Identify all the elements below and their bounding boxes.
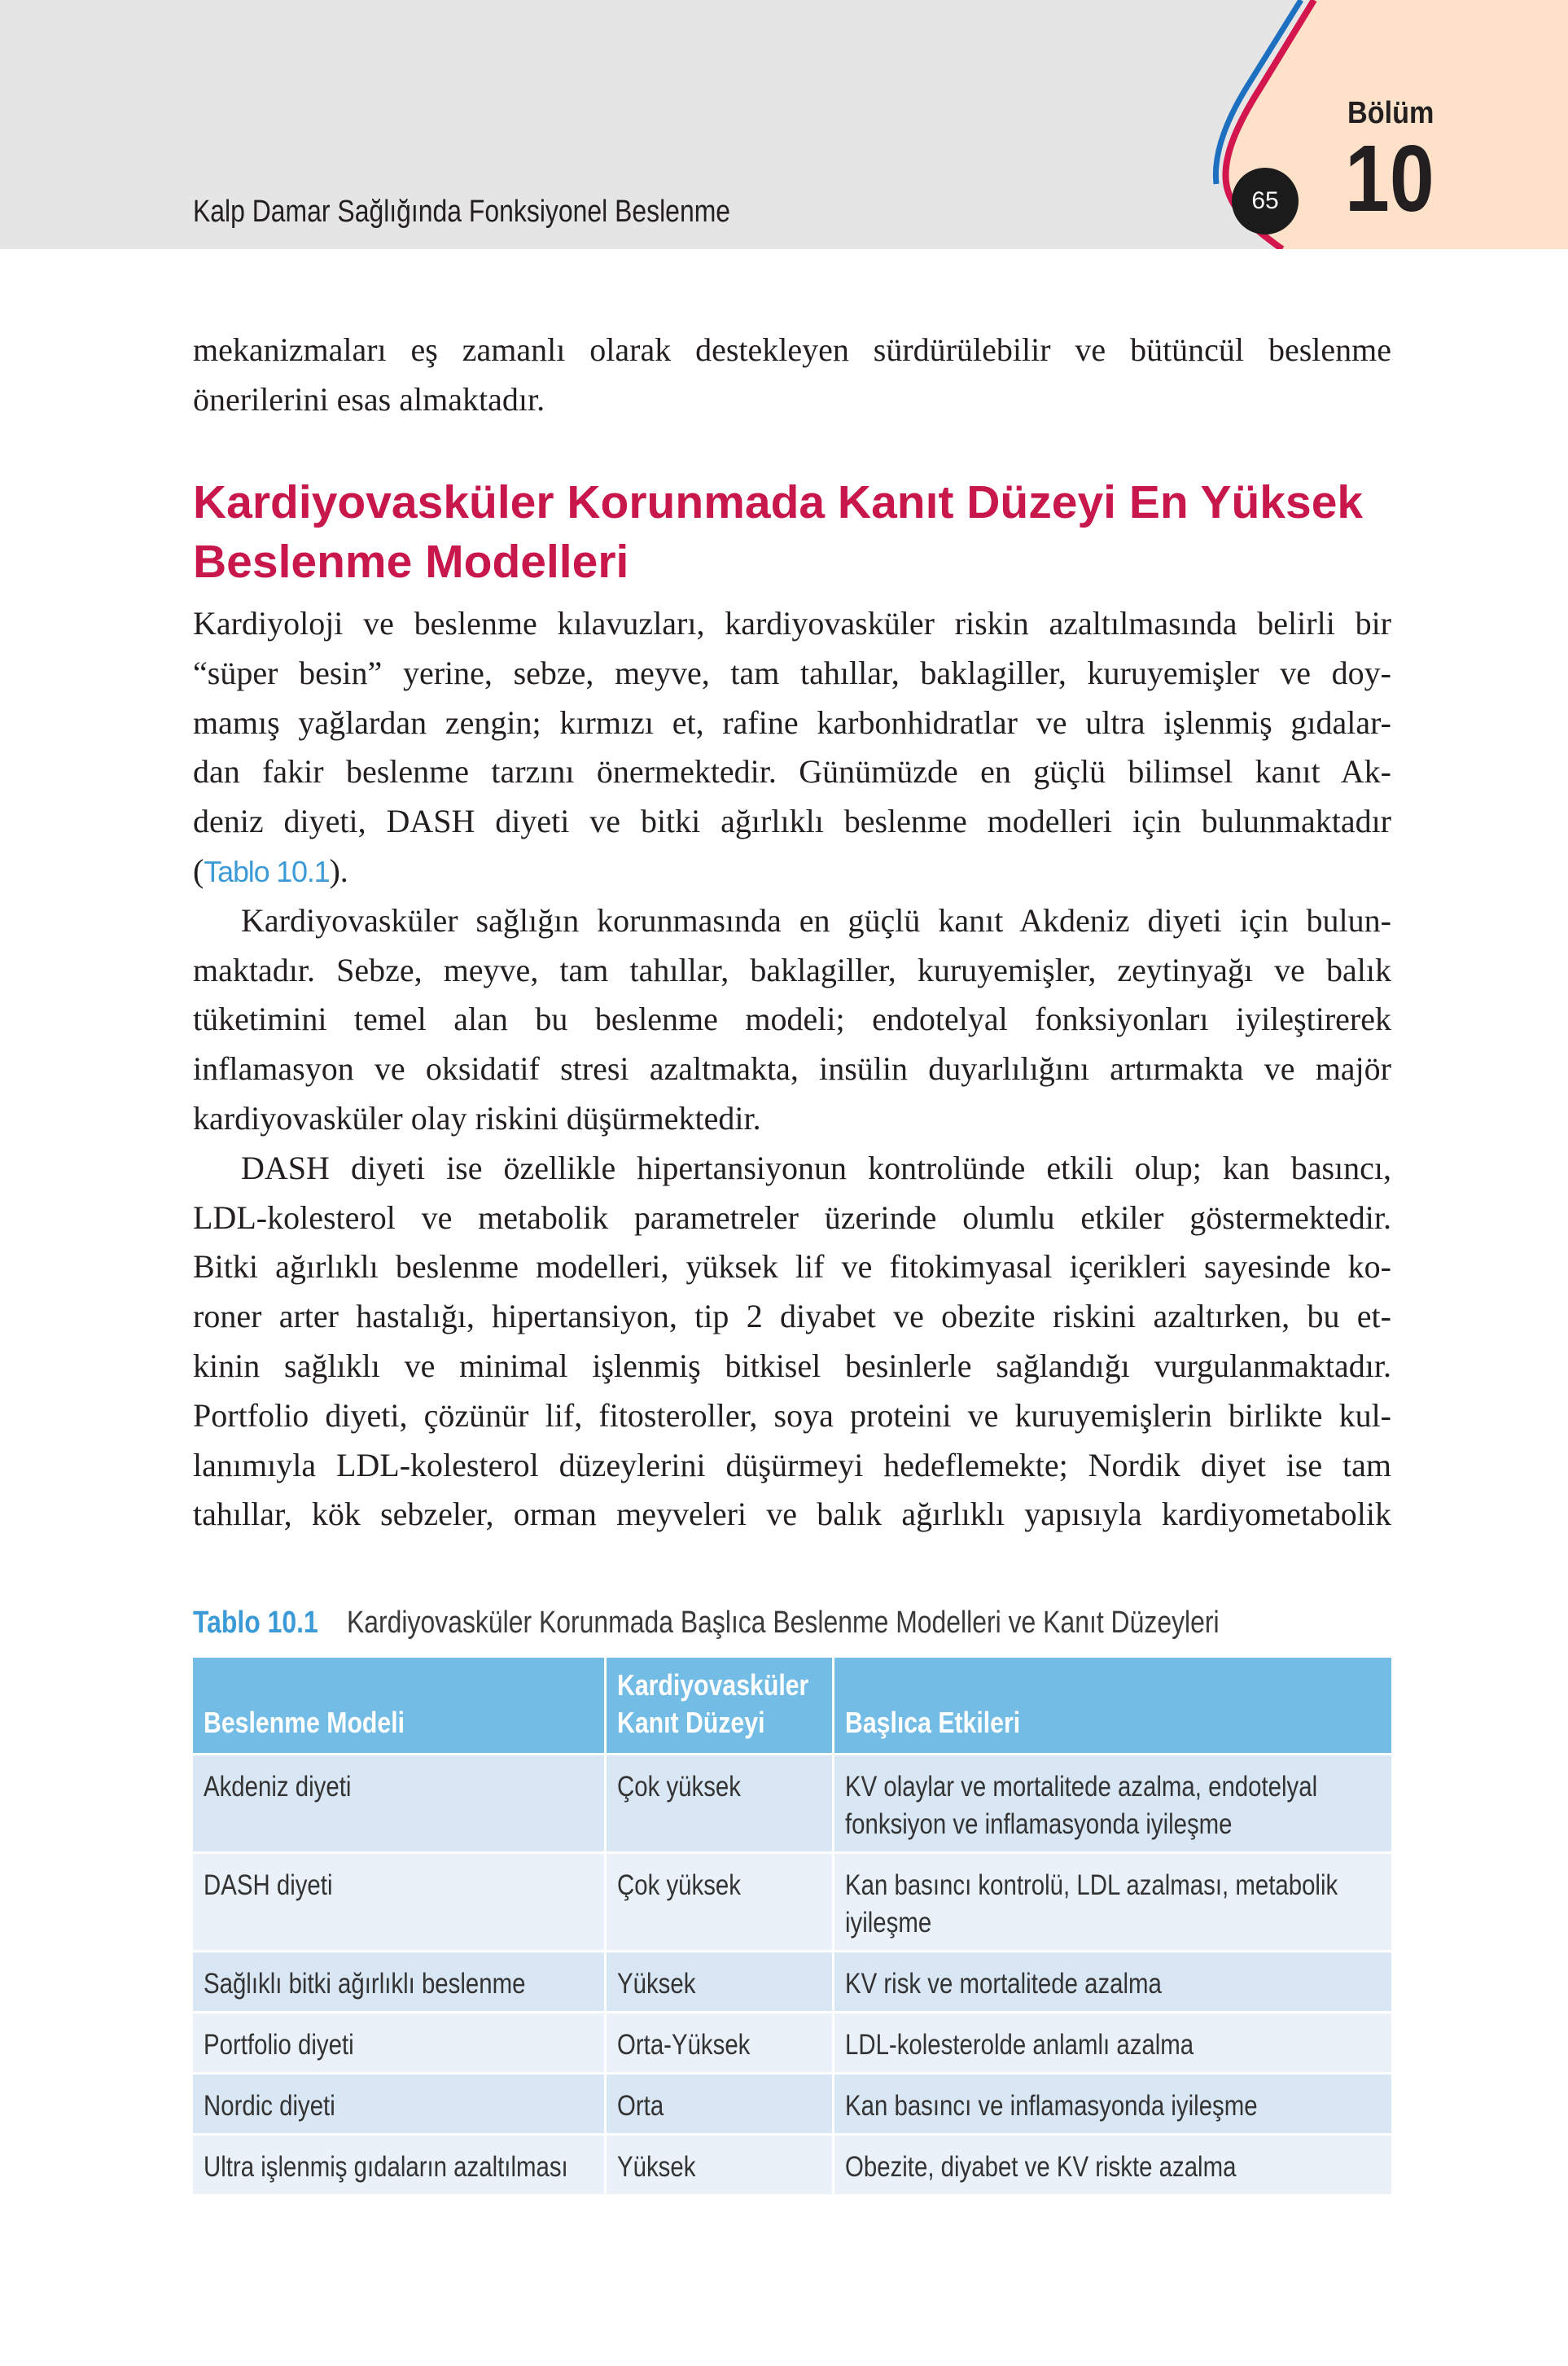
column-header-evidence	[607, 1658, 834, 1755]
text-line: dan fakir beslenme tarzını önermektedir. Günümüzde en güçlü bilimsel kanıt Ak-	[193, 753, 1391, 791]
running-title	[193, 194, 833, 230]
text-line: önerilerini esas almaktadır.	[193, 380, 545, 418]
text-line: kinin sağlıklı ve minimal işlenmiş bitkisel besinlerle sağlandığı vurgulanmaktadır.	[193, 1347, 1391, 1384]
text-line: Bitki ağırlıklı beslenme modelleri, yüksek lif ve fitokimyasal içerikleri sayesinde ko-	[193, 1248, 1391, 1286]
table-caption-text: Kardiyovasküler Korunmada Başlıca Beslenme Modelleri ve Kanıt Düzeyleri	[347, 1606, 1220, 1640]
table-row	[193, 1952, 1391, 2013]
column-header-text: Beslenme Modeli	[204, 1706, 405, 1739]
table-row	[193, 2013, 1391, 2075]
cell-effects	[834, 1952, 1391, 2013]
table-row	[193, 2075, 1391, 2136]
cell-evidence	[607, 1952, 834, 2013]
text-line: mamış yağlardan zengin; kırmızı et, rafine karbonhidratlar ve ultra işlenmiş gıdalar-	[193, 703, 1391, 741]
cell-text: Yüksek	[617, 1968, 696, 2000]
text-line: Portfolio diyeti, çözünür lif, fitosteroller, soya proteini ve kuruyemişlerin birlikte kul-	[193, 1396, 1391, 1434]
cell-text: fonksiyon ve inflamasyonda iyileşme	[845, 1808, 1233, 1840]
reference-open-paren: (	[193, 852, 204, 889]
table-reference-link[interactable]: Tablo 10.1	[204, 854, 330, 888]
cell-model	[193, 2013, 607, 2075]
cell-text: KV risk ve mortalitede azalma	[845, 1968, 1162, 2000]
page-number: 65	[1251, 187, 1279, 214]
cell-model	[193, 1854, 607, 1952]
reference-close-paren: ).	[329, 852, 348, 889]
chapter-number-text: 10	[1345, 125, 1434, 231]
text-line: mekanizmaları eş zamanlı olarak destekleyen sürdürülebilir ve bütüncül beslenme	[193, 331, 1391, 368]
text-line: roner arter hastalığı, hipertansiyon, tip 2 diyabet ve obezite riskini azaltırken, bu et-	[193, 1298, 1391, 1335]
section-heading-line: Beslenme Modelleri	[193, 536, 629, 588]
cell-text: Sağlıklı bitki ağırlıklı beslenme	[204, 1968, 526, 2000]
column-header-model	[193, 1658, 607, 1755]
column-header-text: Kardiyovasküler	[617, 1668, 809, 1702]
cell-evidence	[607, 1755, 834, 1854]
table-caption-label: Tablo 10.1	[193, 1606, 318, 1640]
text-line: lanımıyla LDL-kolesterol düzeylerini düşürmeyi hedeflemekte; Nordik diyet ise tam	[193, 1446, 1391, 1483]
column-header-text: Kanıt Düzeyi	[617, 1706, 765, 1739]
cell-evidence	[607, 2075, 834, 2136]
nutrition-models-table	[193, 1658, 1391, 2194]
table-row	[193, 1854, 1391, 1952]
cell-text: Kan basıncı ve inflamasyonda iyileşme	[845, 2090, 1258, 2122]
cell-text: Orta-Yüksek	[617, 2029, 751, 2061]
text-line: inflamasyon ve oksidatif stresi azaltmakta, insülin duyarlılığını artırmakta ve majör	[193, 1050, 1391, 1088]
cell-effects	[834, 2136, 1391, 2194]
cell-model	[193, 2075, 607, 2136]
table-row	[193, 2136, 1391, 2194]
page-number-badge	[1232, 168, 1299, 234]
section-heading	[193, 473, 1391, 592]
cell-text: Nordic diyeti	[204, 2090, 335, 2122]
cell-evidence	[607, 2013, 834, 2075]
cell-model	[193, 1755, 607, 1854]
cell-text: iyileşme	[845, 1907, 932, 1939]
cell-text: LDL-kolesterolde anlamlı azalma	[845, 2029, 1194, 2061]
text-line: tüketimini temel alan bu beslenme modeli; endotelyal fonksiyonları iyileştirerek	[193, 1001, 1391, 1038]
text-line: DASH diyeti ise özellikle hipertansiyonun kontrolünde etkili olup; kan basıncı,	[241, 1149, 1391, 1186]
text-line: kardiyovasküler olay riskini düşürmektedir.	[193, 1099, 761, 1137]
text-line: tahıllar, kök sebzeler, orman meyveleri ve balık ağırlıklı yapısıyla kardiyometabolik	[193, 1496, 1391, 1533]
cell-effects	[834, 2013, 1391, 2075]
cell-text: Ultra işlenmiş gıdaların azaltılması	[204, 2151, 568, 2183]
text-line: Kardiyoloji ve beslenme kılavuzları, kardiyovasküler riskin azaltılmasında belirli bir	[193, 605, 1391, 642]
cell-text: Yüksek	[617, 2151, 696, 2183]
text-line: deniz diyeti, DASH diyeti ve bitki ağırlıklı beslenme modelleri için bulunmaktadır	[193, 803, 1391, 840]
cell-text: KV olaylar ve mortalitede azalma, endotelyal	[845, 1771, 1318, 1803]
cell-text: Kan basıncı kontrolü, LDL azalması, metabolik	[845, 1869, 1338, 1901]
table-header-row	[193, 1658, 1391, 1755]
cell-model	[193, 2136, 607, 2194]
cell-text: Çok yüksek	[617, 1869, 741, 1901]
text-line: maktadır. Sebze, meyve, tam tahıllar, baklagiller, kuruyemişler, zeytinyağı ve balık	[193, 951, 1391, 988]
section-heading-line: Kardiyovasküler Korunmada Kanıt Düzeyi En Yüksek	[193, 476, 1364, 528]
cell-text: Çok yüksek	[617, 1771, 741, 1803]
cell-text: Akdeniz diyeti	[204, 1771, 352, 1803]
chapter-number	[1345, 125, 1450, 231]
table-row	[193, 1755, 1391, 1854]
cell-effects	[834, 1854, 1391, 1952]
chapter-label-text: Bölüm	[1347, 96, 1434, 130]
body-text	[193, 599, 1391, 1540]
cell-text: Portfolio diyeti	[204, 2029, 354, 2061]
intro-paragraph	[193, 326, 1391, 425]
cell-evidence	[607, 2136, 834, 2194]
text-line: “süper besin” yerine, sebze, meyve, tam tahıllar, baklagiller, kuruyemişler ve doy-	[193, 654, 1391, 691]
cell-evidence	[607, 1854, 834, 1952]
column-header-effects	[834, 1658, 1391, 1755]
cell-text: Obezite, diyabet ve KV riskte azalma	[845, 2151, 1237, 2183]
column-header-text: Başlıca Etkileri	[845, 1706, 1021, 1739]
text-line: LDL-kolesterol ve metabolik parametreler üzerinde olumlu etkiler göstermektedir.	[193, 1198, 1391, 1236]
table-caption	[193, 1602, 1391, 1643]
cell-effects	[834, 1755, 1391, 1854]
text-line-table-reference	[193, 847, 1391, 896]
running-title-text: Kalp Damar Sağlığında Fonksiyonel Beslenme	[193, 195, 731, 229]
cell-text: Orta	[617, 2090, 664, 2122]
cell-model	[193, 1952, 607, 2013]
cell-text: DASH diyeti	[204, 1869, 333, 1901]
cell-effects	[834, 2075, 1391, 2136]
text-line: Kardiyovasküler sağlığın korunmasında en güçlü kanıt Akdeniz diyeti için bulun-	[241, 901, 1391, 939]
